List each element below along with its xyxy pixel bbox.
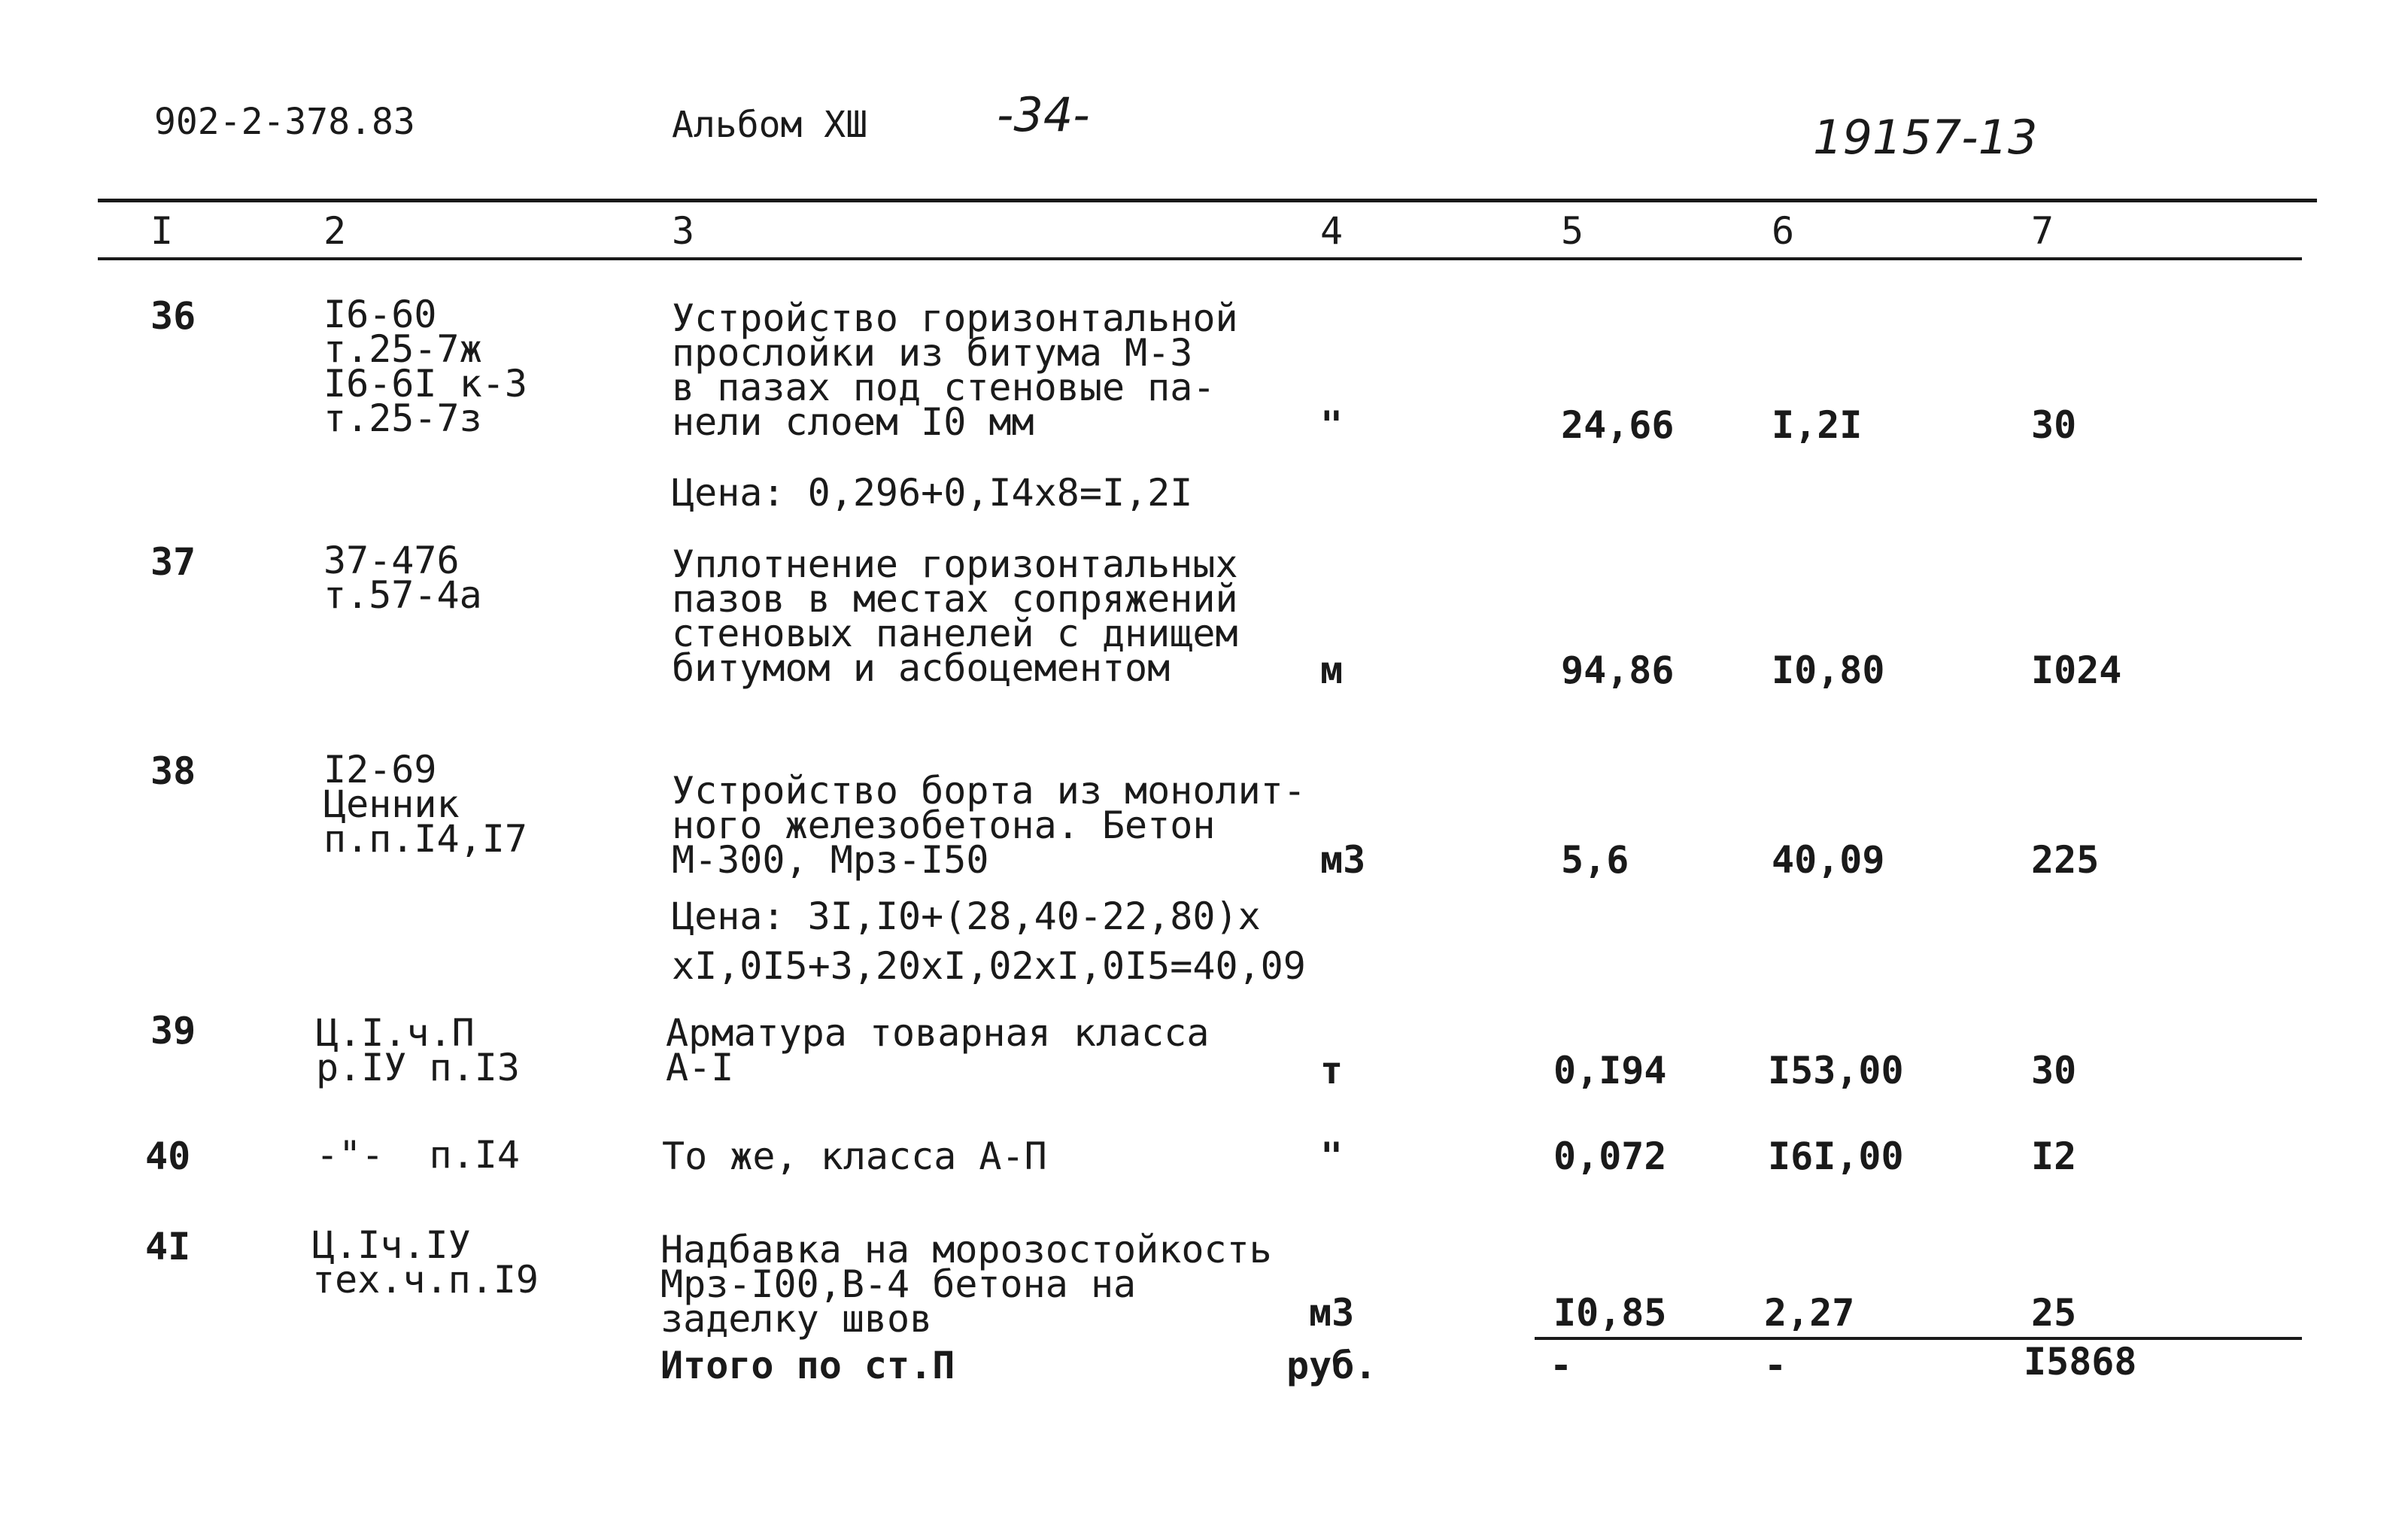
work-description: Устройство борта из монолит- ного железобетона. Бетон М-300, Мрз-I50 bbox=[672, 769, 1306, 882]
quantity: 5,6 bbox=[1561, 838, 1629, 882]
norm-reference: I2-69 Ценник п.п.I4,I7 bbox=[323, 748, 527, 861]
sheet-code: 19157-13 bbox=[1813, 110, 2038, 165]
row-number: 38 bbox=[150, 749, 196, 793]
work-description: То же, класса А-П bbox=[662, 1135, 1047, 1178]
unit: м3 bbox=[1320, 838, 1366, 882]
total-cost: 30 bbox=[2031, 403, 2077, 447]
top-rule bbox=[98, 199, 2317, 202]
work-description: Устройство горизонтальной прослойки из битума М-3 в пазах под стеновые па- нели слоем I0 мм bbox=[672, 296, 1238, 444]
unit: " bbox=[1320, 403, 1344, 447]
column-number: 2 bbox=[323, 209, 347, 253]
summary-unit: руб. bbox=[1286, 1344, 1377, 1387]
quantity: I0,85 bbox=[1553, 1291, 1667, 1335]
unit: м bbox=[1320, 649, 1344, 692]
summary-quantity: - bbox=[1550, 1344, 1573, 1387]
work-description: Арматура товарная класса А-I bbox=[666, 1011, 1210, 1089]
row-number: 40 bbox=[145, 1135, 191, 1178]
row-number: 4I bbox=[145, 1225, 191, 1268]
row-number: 39 bbox=[150, 1009, 196, 1053]
quantity: 0,072 bbox=[1553, 1135, 1667, 1178]
summary-total: I5868 bbox=[2024, 1340, 2137, 1384]
total-rule bbox=[1535, 1337, 2302, 1340]
norm-reference: I6-60 т.25-7ж I6-6I к-3 т.25-7з bbox=[323, 293, 527, 440]
quantity: 0,I94 bbox=[1553, 1049, 1667, 1092]
total-cost: 225 bbox=[2031, 838, 2100, 882]
price-calculation: Цена: 3I,I0+(28,40-22,80)x xI,0I5+3,20xI,02xI,0I5=40,09 bbox=[672, 895, 1306, 988]
column-header-rule bbox=[98, 257, 2302, 260]
total-cost: 25 bbox=[2031, 1291, 2077, 1335]
row-number: 36 bbox=[150, 294, 196, 338]
norm-reference: -"- п.I4 bbox=[316, 1133, 520, 1177]
work-description: Надбавка на морозостойкость Мрз-I00,В-4 бетона на заделку швов bbox=[660, 1228, 1272, 1341]
unit-price: I0,80 bbox=[1772, 649, 1885, 692]
summary-price: - bbox=[1764, 1344, 1787, 1387]
unit-price: I53,00 bbox=[1768, 1049, 1904, 1092]
page-number: -34- bbox=[997, 87, 1090, 142]
column-number: 6 bbox=[1772, 209, 1795, 253]
unit-price: I,2I bbox=[1772, 403, 1863, 447]
column-number: 3 bbox=[672, 209, 695, 253]
total-cost: I2 bbox=[2031, 1135, 2077, 1178]
quantity: 24,66 bbox=[1561, 403, 1675, 447]
column-number: 7 bbox=[2031, 209, 2054, 253]
work-description: Уплотнение горизонтальных пазов в местах сопряжений стеновых панелей с днищем битумом и асбоцементом bbox=[672, 542, 1238, 690]
unit-price: 40,09 bbox=[1772, 838, 1885, 882]
row-number: 37 bbox=[150, 540, 196, 584]
column-number: 5 bbox=[1561, 209, 1584, 253]
total-cost: I024 bbox=[2031, 649, 2122, 692]
album-label: Альбом XШ bbox=[672, 104, 868, 146]
document-code: 902-2-378.83 bbox=[154, 101, 415, 143]
norm-reference: Ц.I.ч.П р.IУ п.I3 bbox=[316, 1011, 520, 1089]
quantity: 94,86 bbox=[1561, 649, 1675, 692]
unit: т bbox=[1320, 1049, 1344, 1092]
unit-price: 2,27 bbox=[1764, 1291, 1855, 1335]
norm-reference: 37-476 т.57-4а bbox=[323, 539, 482, 617]
unit: " bbox=[1320, 1135, 1344, 1178]
price-calculation: Цена: 0,296+0,I4x8=I,2I bbox=[672, 471, 1193, 515]
unit: м3 bbox=[1309, 1291, 1355, 1335]
column-number: I bbox=[150, 209, 174, 253]
unit-price: I6I,00 bbox=[1768, 1135, 1904, 1178]
norm-reference: Ц.Iч.IУ тех.ч.п.I9 bbox=[312, 1223, 539, 1302]
column-number: 4 bbox=[1320, 209, 1344, 253]
total-cost: 30 bbox=[2031, 1049, 2077, 1092]
summary-label: Итого по ст.П bbox=[660, 1344, 955, 1387]
